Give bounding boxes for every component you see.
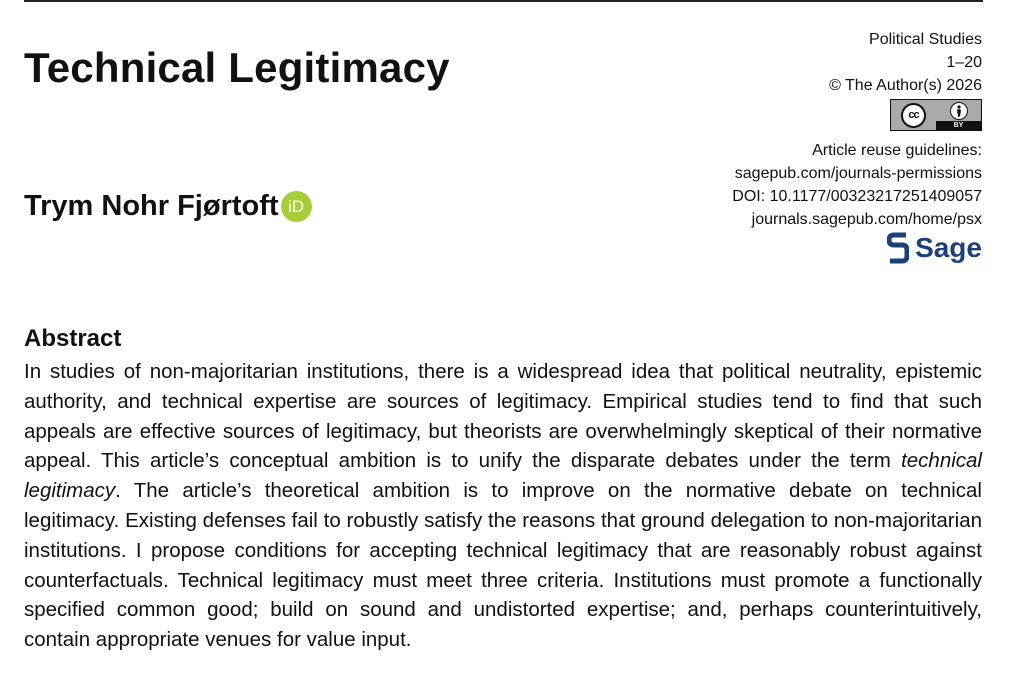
by-label: BY (936, 121, 981, 130)
top-rule (24, 0, 983, 2)
abstract-heading: Abstract (24, 325, 122, 352)
author-name (24, 190, 312, 223)
abstract-text-part-1: In studies of non-majoritarian institutions, there is a widespread idea that political neutrality, epistemic authority, and technical expertise are sources of legitimacy. Empirical studies tend to find that such appeals are effective sources of legitimacy, but theorists are overwhelmingly skeptical of their normative appeal. This article’s conceptual ambition is to unify the disparate debates under the term (24, 360, 982, 473)
article-links (732, 139, 982, 231)
doi-link[interactable]: DOI: 10.1177/00323217251409057 (732, 188, 982, 205)
journal-home-link[interactable]: journals.sagepub.com/home/psx (751, 211, 982, 228)
attribution-person-icon (950, 102, 968, 120)
reuse-guidelines-label: Article reuse guidelines: (812, 142, 982, 159)
abstract-italic-term: technical legitimacy (24, 449, 982, 503)
publisher-logo[interactable] (887, 232, 982, 264)
cc-by-license-icon[interactable] (890, 99, 982, 131)
journal-name: Political Studies (869, 31, 982, 48)
author-name-text: Trym Nohr Fjørtoft (24, 190, 279, 222)
copyright: © The Author(s) 2026 (829, 77, 982, 94)
sage-s-icon (887, 232, 909, 264)
orcid-icon[interactable]: iD (281, 191, 312, 222)
page-range: 1–20 (946, 54, 982, 71)
journal-meta (829, 28, 982, 97)
cc-logo-icon: cc (901, 103, 926, 128)
publisher-name: Sage (915, 232, 982, 263)
article-title: Technical Legitimacy (24, 44, 450, 91)
reuse-guidelines-link[interactable]: sagepub.com/journals-permissions (734, 165, 982, 182)
abstract-text-part-2: . The article’s theoretical ambition is to improve on the normative debate on technical legitimacy. Existing defenses fail to robustly satisfy the reasons that ground delegation to non-majoritarian institutions. I propose conditions for accepting technical legitimacy that are reasonably robust against counterfactuals. Technical legitimacy must meet three criteria. Institutions must promote a functionally specified common good; build on sound and undistorted expertise; and, perhaps counterintuitively, contain appropriate venues for value input. (24, 479, 982, 652)
abstract-text (24, 357, 982, 655)
